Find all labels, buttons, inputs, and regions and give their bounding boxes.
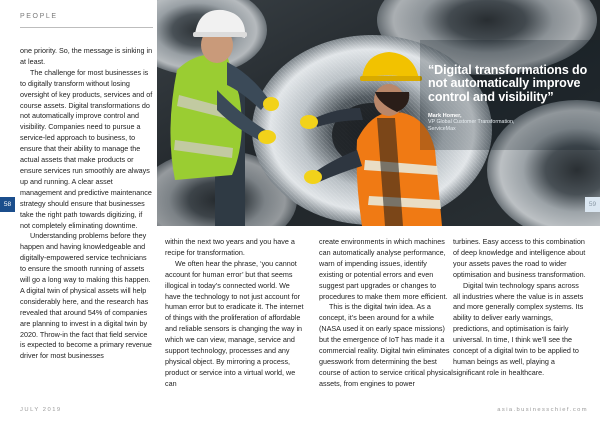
paragraph: The challenge for most businesses is to digitally transform without losing oversight of key products, services and of course assets. Digital transformations do not automatically improve control and visibility. Companies need to pursue a service-led approach to business, to ensure that their ability to manage the actual assets that make products or ensure services run smoothly are always up and running. A clear asset management and predictive maintenance strategy should ensure that businesses take the right path towards digitizing, if not completely eliminating downtime. bbox=[20, 67, 153, 230]
page-number-right: 59 bbox=[585, 197, 600, 212]
paragraph: within the next two years and you have a recipe for transformation. bbox=[165, 237, 295, 257]
pull-quote-text: “Digital transformations do not automatically improve control and visibility” bbox=[428, 63, 588, 104]
quote-author-company: ServiceMax bbox=[428, 126, 456, 133]
article-column-4 bbox=[453, 237, 588, 379]
paragraph: Digital twin technology spans across all industries where the value is in assets and more generally complex systems. Its ability to deliver early warnings, predictions, and optimisation is fairly universal. In time, I think we’ll see the concept of a digital twin to be applied to human beings as well, playing a significant role in healthcare. bbox=[453, 280, 584, 377]
paragraph: turbines. Easy access to this combination of deep knowledge and intelligence about your assets paves the road to wider optimisation and business transformation. bbox=[453, 237, 586, 279]
paragraph: one priority. So, the message is sinking in at least. bbox=[20, 46, 153, 66]
paragraph: We often hear the phrase, ‘you cannot account for human error’ but that seems illogical in today’s connected world. We have the technology to not just account for human error but to eradicate it. The internet of things with the proliferation of affordable and reliable sensors is changing the way in which we can view, manage, service and support technology, processes and any physical object. By mirroring a process, product or service into a virtual world, we can bbox=[165, 258, 304, 388]
footer-website: asia.businesschief.com bbox=[497, 407, 588, 413]
article-column-1 bbox=[20, 46, 153, 362]
pull-quote bbox=[428, 64, 592, 133]
section-label: PEOPLE bbox=[20, 13, 58, 20]
article-column-2 bbox=[165, 237, 305, 390]
quote-author-name: Mark Homer, bbox=[428, 113, 462, 120]
paragraph: Understanding problems before they happen and having knowledgeable and digitally-empowered service technicians to ensure the smooth running of assets will go a long way to making this happen. A digital twin of physical assets will help considerably here, and the research has revealed that around 54% of companies are planning to invest in a digital twin by 2020. Throw-in the fact that field service is expected to become a primary revenue driver for most businesses bbox=[20, 231, 152, 361]
section-rule bbox=[20, 27, 153, 28]
footer-date: JULY 2019 bbox=[20, 407, 62, 413]
quote-author-title: VP Global Customer Transformation, bbox=[428, 119, 515, 126]
article-column-3 bbox=[319, 237, 453, 390]
paragraph: create environments in which machines can automatically analyse performance, warn of impending issues, identify existing or potential errors and even suggest part upgrades or changes to procedures to make them more efficient. bbox=[319, 237, 448, 301]
paragraph: This is the digital twin idea. As a concept, it’s been around for a while (NASA used it on early space missions) but the emergence of IoT has made it a commercial reality. Digital twin eliminates guesswork from determining the best course of action to service critical physical assets, from engines to power bbox=[319, 302, 453, 388]
page-number-left: 58 bbox=[0, 197, 15, 212]
